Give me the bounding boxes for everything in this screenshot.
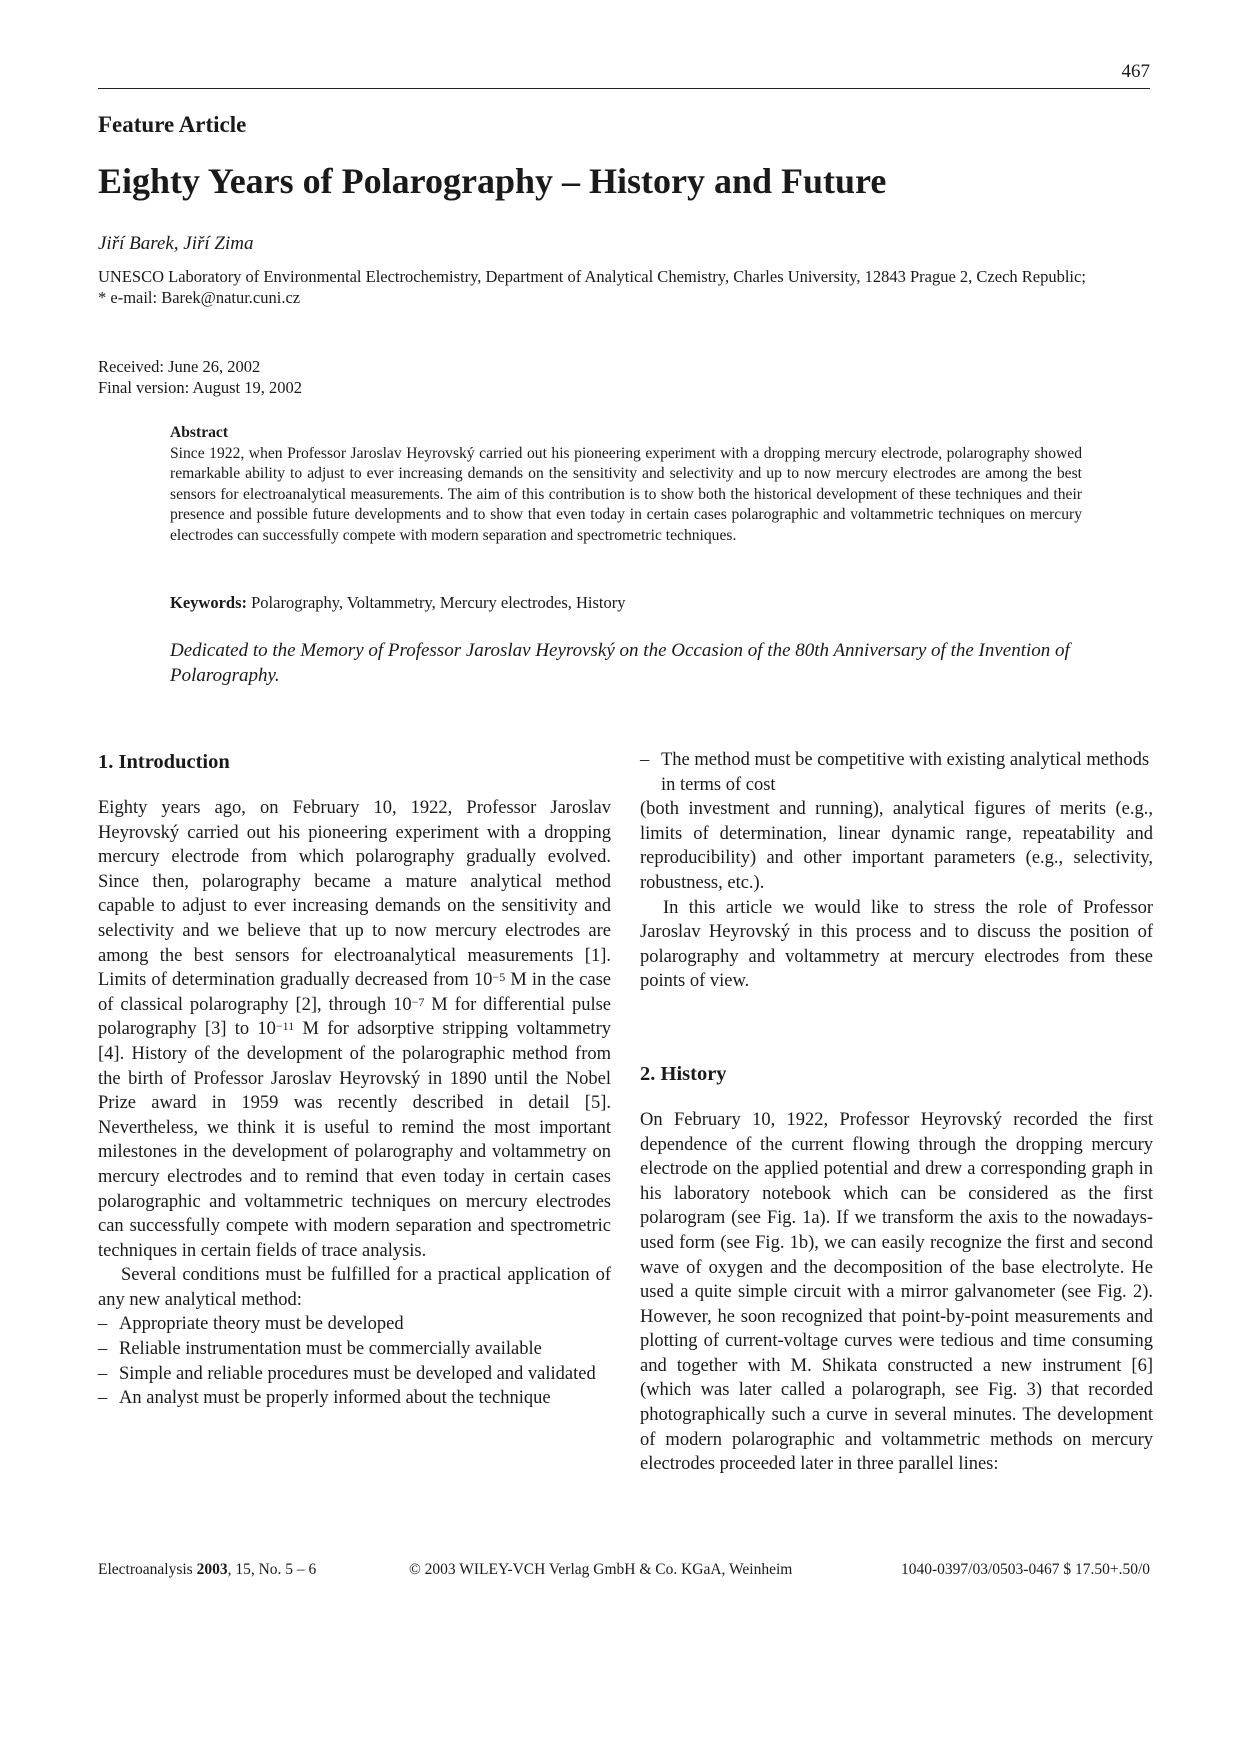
heading-gap [98,776,611,796]
history-paragraph-1: On February 10, 1922, Professor Heyrovský recorded the first dependence of the current flowing through the dropping mercury electrode on the applied potential and drew a corresponding graph in his laboratory notebook which can be considered as the first polarogram (see Fig. 1a). If we transform the axis to the nowadays-used form (see Fig. 1b), we can easily recognize the first and second wave of oxygen and the decomposition of the base electrolyte. He used a quite simple circuit with a mirror galvanometer (see Fig. 2). However, he soon recognized that point-by-point measurements and plotting of current-voltage curves were tedious and time consuming and together with M. Shikata constructed a new instrument [6] (which was later called a polarograph, see Fig. 3) that recorded photographically such a curve in several minutes. The development of modern polarographic and voltammetric methods on mercury electrodes proceeded later in three parallel lines: [640,1109,1153,1475]
section-label: Feature Article [98,112,247,137]
introduction-paragraph-3: (both investment and running), analytical figures of merits (e.g., limits of determination, linear dynamic range, repeatability and reproducibility) and other important parameters (e.g., selectivity, robustness, etc.). [640,799,1153,893]
header-rule [98,88,1150,89]
affiliation: UNESCO Laboratory of Environmental Electrochemistry, Department of Analytical Chemistry, Charles University, 12843 Prague 2, Czech Republic; [98,267,1086,286]
list-item: – The method must be competitive with existing analytical methods in terms of cost [640,748,1153,797]
intro-text-d: M for adsorptive stripping voltammetry [4]. History of the development of the polarographic method from the birth of Professor Jaroslav Heyrovský in 1890 until the Nobel Prize award in 1959 was recently described in detail [5]. Nevertheless, we think it is useful to remind the most important milestones in the development of polarography and voltammetry on mercury electrodes and to remind that even today in certain cases polarographic and voltammetric techniques on mercury electrodes can successfully compete with modern separation and spectrometric techniques in certain fields of trace analysis. [98,1019,611,1261]
affiliation-block [98,266,1153,308]
dedication: Dedicated to the Memory of Professor Jaroslav Heyrovský on the Occasion of the 80th Anniversary of the Invention of Polarography. [170,640,1070,686]
keywords [170,593,626,613]
conditions-list-continued [640,748,1153,797]
list-item: – Appropriate theory must be developed [98,1312,611,1337]
list-item: – An analyst must be properly informed about the technique [98,1386,611,1411]
email: * e-mail: Barek@natur.cuni.cz [98,288,301,307]
introduction-paragraph-4: In this article we would like to stress the role of Professor Jaroslav Heyrovský in this process and to discuss the position of polarography and voltammetry at mercury electrodes from these points of view. [640,897,1153,992]
abstract [170,423,1082,546]
introduction-paragraph-2: Several conditions must be fulfilled for a practical application of any new analytical method: [98,1265,611,1310]
journal-year: 2003 [196,1561,228,1578]
journal-issue: , 15, No. 5 – 6 [227,1561,317,1578]
list-item: – Reliable instrumentation must be commercially available [98,1337,611,1362]
intro-text-c: M for differential pulse polarography [3] to 10 [98,994,611,1040]
history-heading: 2. History [640,1062,727,1085]
page-number: 467 [1121,61,1150,82]
journal-name: Electroanalysis [98,1561,197,1578]
exponent-2: −7 [411,994,425,1009]
journal-citation [98,1561,316,1579]
intro-text-a: Eighty years ago, on February 10, 1922, Professor Jaroslav Heyrovský carried out his pioneering experiment with a dropping mercury electrode from which polarography gradually evolved. Since then, polarography became a mature analytical method capable to adjust to ever increasing demands on the sensitivity and selectivity and we believe that up to now mercury electrodes are among the best sensors for electroanalytical measurements [1]. Limits of determination gradually decreased from 10 [98,798,611,991]
article-authors: Jiří Barek, Jiří Zima [98,233,254,254]
introduction-paragraph-1 [98,796,611,1263]
keywords-label: Keywords: [170,593,247,612]
abstract-heading: Abstract [170,424,229,441]
list-item: – Simple and reliable procedures must be developed and validated [98,1362,611,1387]
abstract-text: Since 1922, when Professor Jaroslav Heyrovský carried out his pioneering experiment with a dropping mercury electrode, polarography showed remarkable ability to adjust to ever increasing demands on the sensitivity and selectivity and up to now mercury electrodes are among the best sensors for electroanalytical measurements. The aim of this contribution is to show both the historical development of these techniques and their presence and possible future developments and to show that even today in certain cases polarographic and voltammetric techniques on mercury electrodes can successfully compete with modern separation and spectrometric techniques. [170,444,1082,544]
received-date: Received: June 26, 2002 [98,357,261,376]
heading-gap [640,1088,1153,1108]
left-column [98,748,611,1411]
article-code: 1040-0397/03/0503-0467 $ 17.50+.50/0 [901,1561,1150,1578]
right-column [640,748,1153,1477]
keywords-list: Polarography, Voltammetry, Mercury electrodes, History [251,593,626,612]
introduction-heading: 1. Introduction [98,751,230,773]
intro-text-b: M in the case of classical polarography [2], through 10 [98,970,611,1015]
conditions-list [98,1312,611,1410]
copyright: © 2003 WILEY-VCH Verlag GmbH & Co. KGaA, Weinheim [409,1561,793,1578]
article-title: Eighty Years of Polarography – History and Future [98,161,887,201]
final-version-date: Final version: August 19, 2002 [98,378,302,397]
exponent-1: −5 [492,970,506,985]
section-gap [640,994,1153,1060]
received-dates [98,356,302,398]
exponent-3: −11 [275,1019,295,1034]
